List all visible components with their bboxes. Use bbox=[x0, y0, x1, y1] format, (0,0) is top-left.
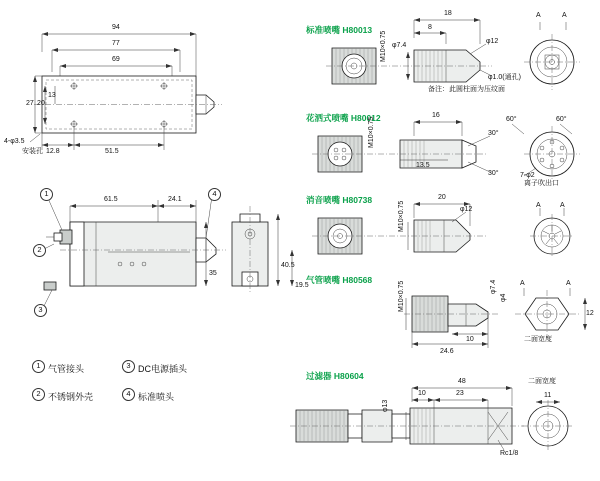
section-mark-a-left-1: A bbox=[536, 12, 541, 19]
dim-69: 69 bbox=[112, 56, 120, 63]
dim-60deg-a: 60° bbox=[506, 116, 517, 123]
legend-num-1: 1 bbox=[32, 360, 45, 373]
callout-2: 2 bbox=[33, 244, 46, 257]
dim-40p5: 40.5 bbox=[281, 262, 295, 269]
nozzle-title-silent: 消音喷嘴 H80738 bbox=[306, 195, 373, 205]
dim-94: 94 bbox=[112, 24, 120, 31]
legend-label-1: 气管接头 bbox=[48, 364, 85, 374]
note-mount-holes: 4-φ3.5 bbox=[4, 138, 25, 145]
dim-30deg-a: 30° bbox=[488, 130, 499, 137]
legend-label-2: 不锈钢外壳 bbox=[48, 392, 94, 402]
dim-30deg-b: 30° bbox=[488, 170, 499, 177]
dim-35: 35 bbox=[209, 270, 217, 277]
dim-51p5: 51.5 bbox=[105, 148, 119, 155]
dim-m10-standard: M10×0.75 bbox=[380, 30, 387, 62]
dim-m10-airpipe: M10×0.75 bbox=[398, 280, 405, 312]
dim-phi7p4: φ7.4 bbox=[392, 42, 407, 49]
dim-m10-shower: M10×0.75 bbox=[368, 116, 375, 148]
section-mark-a-right-4: A bbox=[566, 280, 571, 287]
dim-60deg-b: 60° bbox=[556, 116, 567, 123]
dim-24p6: 24.6 bbox=[440, 348, 454, 355]
dim-rc18: Rc1/8 bbox=[500, 450, 519, 457]
dim-phi12: φ12 bbox=[486, 38, 499, 45]
dim-20: 20 bbox=[438, 194, 446, 201]
section-mark-a-right-3: A bbox=[560, 202, 565, 209]
dim-13: 13 bbox=[48, 92, 56, 99]
dim-77: 77 bbox=[112, 40, 120, 47]
dim-23: 23 bbox=[456, 390, 464, 397]
note-ion-outlet: 离子吹出口 bbox=[524, 180, 559, 187]
dim-m10-silent: M10×0.75 bbox=[398, 200, 405, 232]
dim-12p8: 12.8 bbox=[46, 148, 60, 155]
section-mark-a-left-3: A bbox=[536, 202, 541, 209]
dim-48: 48 bbox=[458, 378, 466, 385]
callout-3: 3 bbox=[34, 304, 47, 317]
dim-27: 27 bbox=[26, 100, 34, 107]
callout-4: 4 bbox=[208, 188, 221, 201]
dim-16: 16 bbox=[432, 112, 440, 119]
dim-phi13: φ13 bbox=[382, 399, 389, 412]
dim-20: 20 bbox=[37, 100, 45, 107]
callout-1: 1 bbox=[40, 188, 53, 201]
dim-10-airpipe: 10 bbox=[466, 336, 474, 343]
note-mount-holes-cn: 安装孔 bbox=[22, 148, 43, 155]
dim-18: 18 bbox=[444, 10, 452, 17]
nozzle-title-shower: 花洒式喷嘴 H80012 bbox=[306, 113, 381, 123]
dim-19p5: 19.5 bbox=[295, 282, 309, 289]
legend-num-4: 4 bbox=[122, 388, 135, 401]
dim-phi1-hole: φ1.0(通孔) bbox=[488, 74, 521, 81]
legend-num-3: 3 bbox=[122, 360, 135, 373]
filter-title: 过滤器 H80604 bbox=[306, 371, 364, 381]
dim-10-filter: 10 bbox=[418, 390, 426, 397]
dim-8: 8 bbox=[428, 24, 432, 31]
dim-11: 11 bbox=[544, 392, 552, 399]
note-standard: 备注：此圆柱面为压纹面 bbox=[428, 86, 505, 93]
dim-61p5: 61.5 bbox=[104, 196, 118, 203]
legend-label-4: 标准喷头 bbox=[138, 392, 175, 402]
section-mark-a-left-4: A bbox=[520, 280, 525, 287]
dim-13p5: 13.5 bbox=[416, 162, 430, 169]
label-across-flats-filter: 二面宽度 bbox=[528, 378, 556, 385]
dim-24p1: 24.1 bbox=[168, 196, 182, 203]
label-across-flats-airpipe: 二面宽度 bbox=[524, 336, 552, 343]
dim-phi7p4-airpipe: φ7.4 bbox=[490, 279, 497, 294]
legend-num-2: 2 bbox=[32, 388, 45, 401]
legend-label-3: DC电源插头 bbox=[138, 364, 187, 374]
dim-phi4: φ4 bbox=[500, 293, 507, 302]
section-mark-a-right-1: A bbox=[562, 12, 567, 19]
dim-7xphi2: 7-φ2 bbox=[520, 172, 535, 179]
nozzle-title-airpipe: 气管喷嘴 H80568 bbox=[306, 275, 373, 285]
dim-12-hex: 12 bbox=[586, 310, 594, 317]
nozzle-title-standard: 标准喷嘴 H80013 bbox=[306, 25, 373, 35]
dim-phi12-silent: φ12 bbox=[460, 206, 473, 213]
